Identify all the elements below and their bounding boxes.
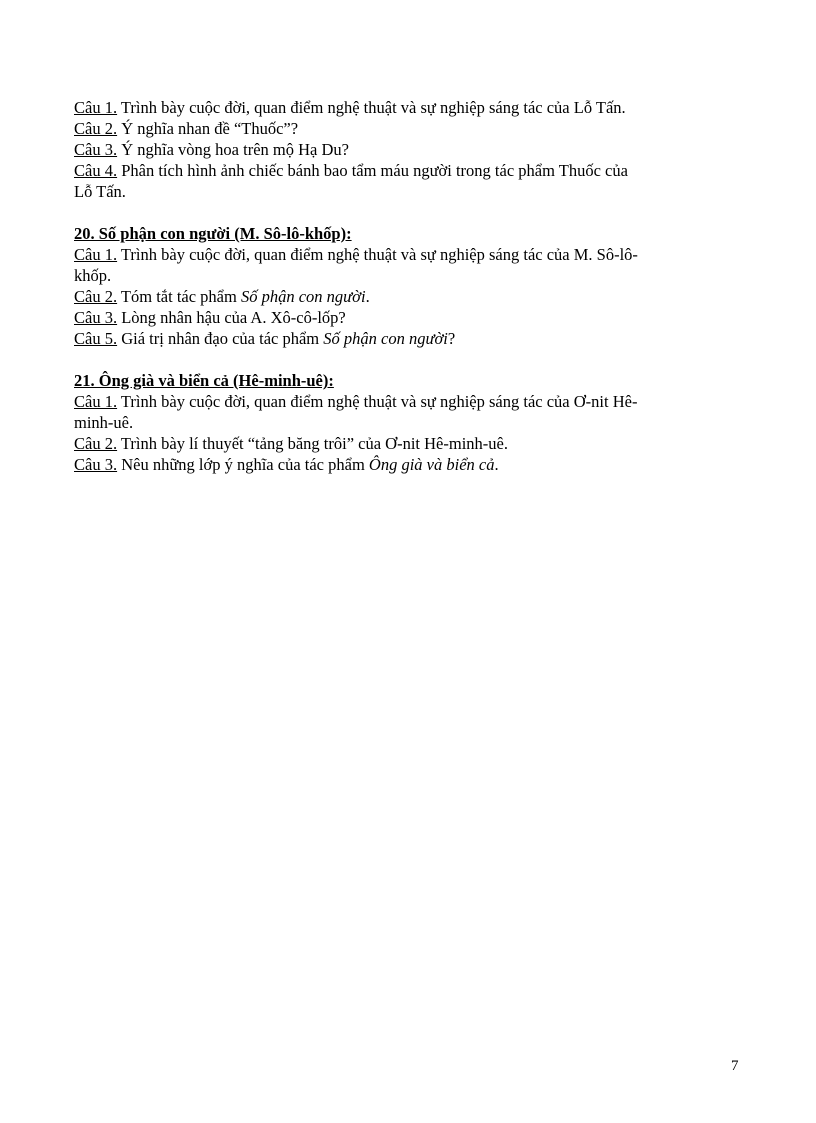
document-body	[74, 97, 738, 475]
section-heading: 20. Số phận con người (M. Sô-lô-khốp):	[74, 224, 352, 243]
question-text: Tóm tắt tác phẩm	[117, 287, 241, 306]
question-line	[74, 307, 738, 328]
question-label: Câu 1.	[74, 98, 118, 117]
question-line	[74, 433, 738, 454]
section-heading: 21. Ông già và biển cả (Hê-minh-uê):	[74, 371, 334, 390]
question-line	[74, 244, 738, 265]
question-tail: .	[494, 455, 499, 474]
question-line	[74, 160, 738, 181]
question-label: Câu 4.	[74, 161, 118, 180]
question-text: Giá trị nhân đạo của tác phẩm	[117, 329, 324, 348]
question-line	[74, 97, 738, 118]
question-line-continuation: khốp.	[74, 266, 112, 285]
question-text: Trình bày lí thuyết “tảng băng trôi” của Ơ-nit Hê-minh-uê.	[117, 434, 508, 453]
question-line	[74, 139, 738, 160]
question-line-continuation: minh-uê.	[74, 413, 134, 432]
question-label: Câu 3.	[74, 308, 118, 327]
question-line-continuation: Lỗ Tấn.	[74, 182, 126, 201]
section-gap	[74, 202, 738, 223]
question-label: Câu 3.	[74, 140, 118, 159]
question-text: Trình bày cuộc đời, quan điểm nghệ thuật và sự nghiệp sáng tác của M. Sô-lô-	[117, 245, 638, 264]
question-label: Câu 3.	[74, 455, 118, 474]
question-line	[74, 286, 738, 307]
question-label: Câu 1.	[74, 392, 118, 411]
question-text: Nêu những lớp ý nghĩa của tác phẩm	[117, 455, 369, 474]
question-text: Ý nghĩa vòng hoa trên mộ Hạ Du?	[117, 140, 349, 159]
question-text: Ý nghĩa nhan đề “Thuốc”?	[117, 119, 299, 138]
question-tail: .	[365, 287, 370, 306]
question-text: Phân tích hình ảnh chiếc bánh bao tẩm máu người trong tác phẩm Thuốc của	[117, 161, 628, 180]
question-line	[74, 391, 738, 412]
question-label: Câu 1.	[74, 245, 118, 264]
work-title: Số phận con người	[240, 287, 366, 306]
question-label: Câu 2.	[74, 434, 118, 453]
question-text: Lòng nhân hậu của A. Xô-cô-lốp?	[117, 308, 346, 327]
question-label: Câu 2.	[74, 287, 118, 306]
work-title: Ông già và biển cả	[368, 455, 495, 474]
question-label: Câu 2.	[74, 119, 118, 138]
section-gap	[74, 349, 738, 370]
question-label: Câu 5.	[74, 329, 118, 348]
question-line	[74, 328, 738, 349]
page-number: 7	[731, 1058, 739, 1074]
question-tail: ?	[447, 329, 456, 348]
question-line	[74, 454, 738, 475]
question-text: Trình bày cuộc đời, quan điểm nghệ thuật và sự nghiệp sáng tác của Lỗ Tấn.	[117, 98, 626, 117]
work-title: Số phận con người	[323, 329, 448, 348]
question-text: Trình bày cuộc đời, quan điểm nghệ thuật và sự nghiệp sáng tác của Ơ-nit Hê-	[117, 392, 638, 411]
question-line	[74, 118, 738, 139]
